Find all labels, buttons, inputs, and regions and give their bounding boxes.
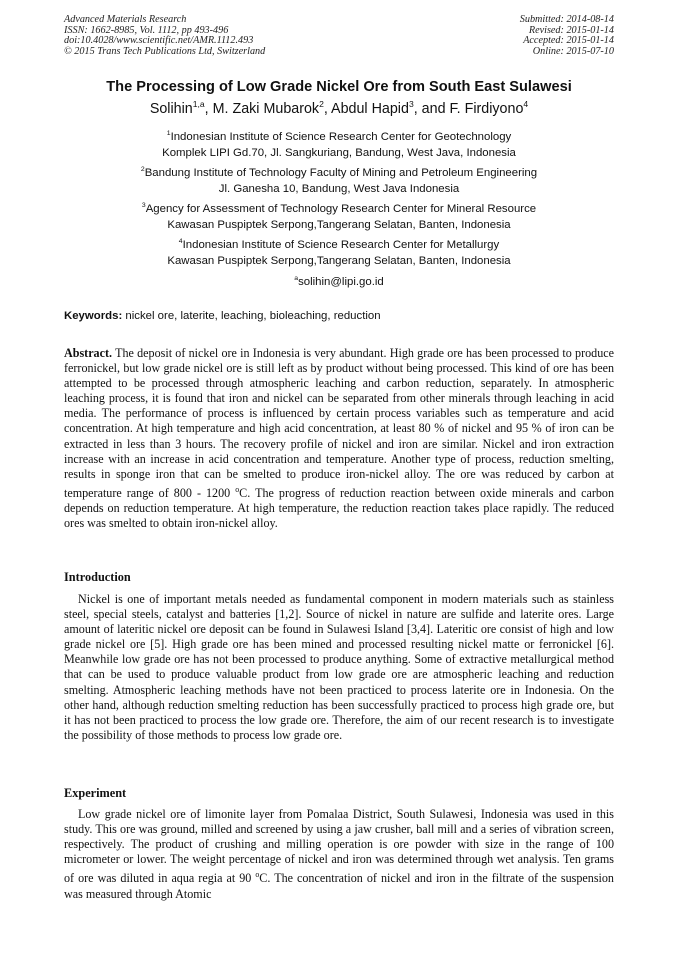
author-name: Abdul Hapid (331, 101, 409, 117)
author-sup: 4 (523, 99, 529, 110)
abstract-text: The deposit of nickel ore in Indonesia is very abundant. High grade ore has been processed to produce ferronickel, but low grade nickel ore is still left as by product without being processed. This kind of ore has been attempted to be processed through atmospheric leaching and carbon reduction, separately. In atmospheric leaching process, it is found that iron and nickel can be separated from other minerals through leaching in acid media. The performance of process is influenced by certain process variables such as temperature and acid concentration. At high temperature and high acid concentration, at least 80 % of nickel and 95 % of iron can be extracted in less than 3 hours. The recovery profile of nickel and iron are similar. Nickel and iron extraction increase with an increase in acid concentration and temperature. Another type of process, reduction smelting, results in sponge iron that can be smelted to produce iron-nickel alloy. The ore was reduced by carbon at temperature range of 800 - 1200 (64, 346, 614, 500)
affiliation-address: Komplek LIPI Gd.70, Jl. Sangkuriang, Bandung, West Java, Indonesia (162, 146, 516, 159)
date-submitted: Submitted: 2014-08-14 (519, 14, 614, 25)
dates-header (520, 15, 614, 57)
affiliation-address: Kawasan Puspiptek Serpong,Tangerang Selatan, Banten, Indonesia (167, 218, 511, 231)
journal-name: Advanced Materials Research (64, 14, 187, 25)
affiliation: $^3$Agency for Assessment of Technology Research Center for Mineral Resource Kawasan Puspiptek Serpong,Tangerang Selatan, Banten, Indonesia (40, 202, 638, 233)
keywords-label: Keywords: (64, 310, 123, 322)
affiliation: $^1$Indonesian Institute of Science Research Center for Geotechnology Komplek LIPI Gd.70, Jl. Sangkuriang, Bandung, West Java, Indonesia (40, 130, 638, 161)
abstract: Abstract. The deposit of nickel ore in Indonesia is very abundant. High grade ore has been processed to produce ferronickel, but low grade nickel ore is still left as by product without being processed. This kind of ore has been attempted to be processed through atmospheric leaching and carbon reduction, separately. In atmospheric leaching process, it is found that iron and nickel can be separated from other minerals through leaching in acid media. The performance of process is influenced by certain process variables such as temperature and acid concentration. At high temperature and high acid concentration, at least 80 % of nickel and 95 % of iron can be extracted in less than 3 hours. The recovery profile of nickel and iron are similar. Nickel and iron extraction increase with an increase in acid concentration and temperature. Another type of process, reduction smelting, results in sponge iron that can be smelted to produce iron-nickel alloy. The ore was reduced by carbon at temperature range of 800 - 1200 $^o$C. The progress of reduction reaction between oxide minerals and carbon depends on reduction temperature. At high temperature, the reduction reaction takes place rapidly. The reduced ores was smelted to obtain iron-nickel alloy. (64, 346, 614, 531)
abstract-label: Abstract. (64, 346, 113, 360)
author-sup: 1,a (192, 99, 205, 110)
journal-issn: ISSN: 1662-8985, Vol. 1112, pp 493-496 (64, 24, 229, 36)
affiliation-line: Indonesian Institute of Science Research Center for Metallurgy (182, 239, 500, 251)
author-sup: 3 (408, 99, 414, 110)
email-address: solihin@lipi.go.id (298, 276, 384, 288)
affiliation-line: Indonesian Institute of Science Research Center for Geotechnology (170, 131, 512, 143)
author-name: F. Firdiyono (449, 101, 524, 117)
date-accepted: Accepted: 2015-01-14 (523, 35, 614, 47)
author-list: Solihin$^{1,a}$, M. Zaki Mubarok$^2$, Abdul Hapid$^3$, and F. Firdiyono$^4$ (149, 99, 529, 117)
author-name: Solihin (149, 101, 193, 117)
section-heading-introduction: Introduction (64, 570, 131, 584)
author-sup: 2 (319, 99, 324, 110)
affiliation-address: Jl. Ganesha 10, Bandung, West Java Indonesia (218, 182, 460, 195)
introduction-paragraph: Nickel is one of important metals needed as fundamental component in modern materials such as stainless steel, special steels, catalyst and batteries [1,2]. Source of nickel in nature are sulfide and laterite ores. Large amount of lateritic nickel ore deposit can be found in Sulawesi Island [3,4]. Lateritic ore consist of high and low grade nickel ore [5]. High grade ore has been mined and processed resulting nickel matte or ferronickel [6]. Meanwhile low grade ore has not been processed to produce anything. Some of extractive metallurgical method that can be used to produce valuable product from low grade ore are atmospheric leaching and reduction smelting. Atmospheric leaching methods have not been practiced to process laterite ore in Indonesia. On the other hand, although reduction smelting reduction has been successfully practiced to process high grade ore, but it has not been practiced to process the low grade ore. Therefore, the aim of our recent research is to investigate the possibility of those methods to process low grade ore. (64, 592, 614, 742)
affiliation-line: Bandung Institute of Technology Faculty of Mining and Petroleum Engineering (144, 167, 538, 179)
affiliation-line: Agency for Assessment of Technology Research Center for Mineral Resource (145, 203, 537, 215)
keywords-text: nickel ore, laterite, leaching, bioleaching, reduction (122, 310, 381, 322)
date-online: Online: 2015-07-10 (532, 45, 614, 57)
date-revised: Revised: 2015-01-14 (528, 24, 614, 36)
section-heading-experiment: Experiment (64, 786, 127, 800)
experiment-paragraph: Low grade nickel ore of limonite layer from Pomalaa District, South Sulawesi, Indonesia was used in this study. This ore was ground, milled and screened by using a jaw crusher, ball mill and a series of vibration screen, respectively. The product of crushing and milling operation is ore powder with size in the range of 100 micrometer or lower. The weight percentage of nickel and iron was determined through wet analysis. Ten grams of ore was diluted in aqua regia at 90 $^o$C. The concentration of nickel and iron in the filtrate of the suspension was measured through Atomic (64, 807, 614, 901)
author-name: M. Zaki Mubarok (212, 101, 320, 117)
journal-header (64, 15, 265, 57)
keywords (64, 310, 614, 322)
introduction-body (64, 592, 614, 743)
affiliation-address: Kawasan Puspiptek Serpong,Tangerang Selatan, Banten, Indonesia (167, 254, 511, 267)
affiliation: $^2$Bandung Institute of Technology Faculty of Mining and Petroleum Engineering Jl. Ganesha 10, Bandung, West Java Indonesia (40, 166, 638, 197)
corresponding-email: $^a$solihin@lipi.go.id (294, 275, 384, 288)
journal-copyright: © 2015 Trans Tech Publications Ltd, Switzerland (64, 45, 266, 57)
paper-title: The Processing of Low Grade Nickel Ore from South East Sulawesi (106, 79, 572, 95)
experiment-body (64, 807, 614, 902)
affiliation: $^4$Indonesian Institute of Science Research Center for Metallurgy Kawasan Puspiptek Serpong,Tangerang Selatan, Banten, Indonesia (40, 238, 638, 269)
journal-doi: doi:10.4028/www.scientific.net/AMR.1112.493 (64, 35, 254, 47)
